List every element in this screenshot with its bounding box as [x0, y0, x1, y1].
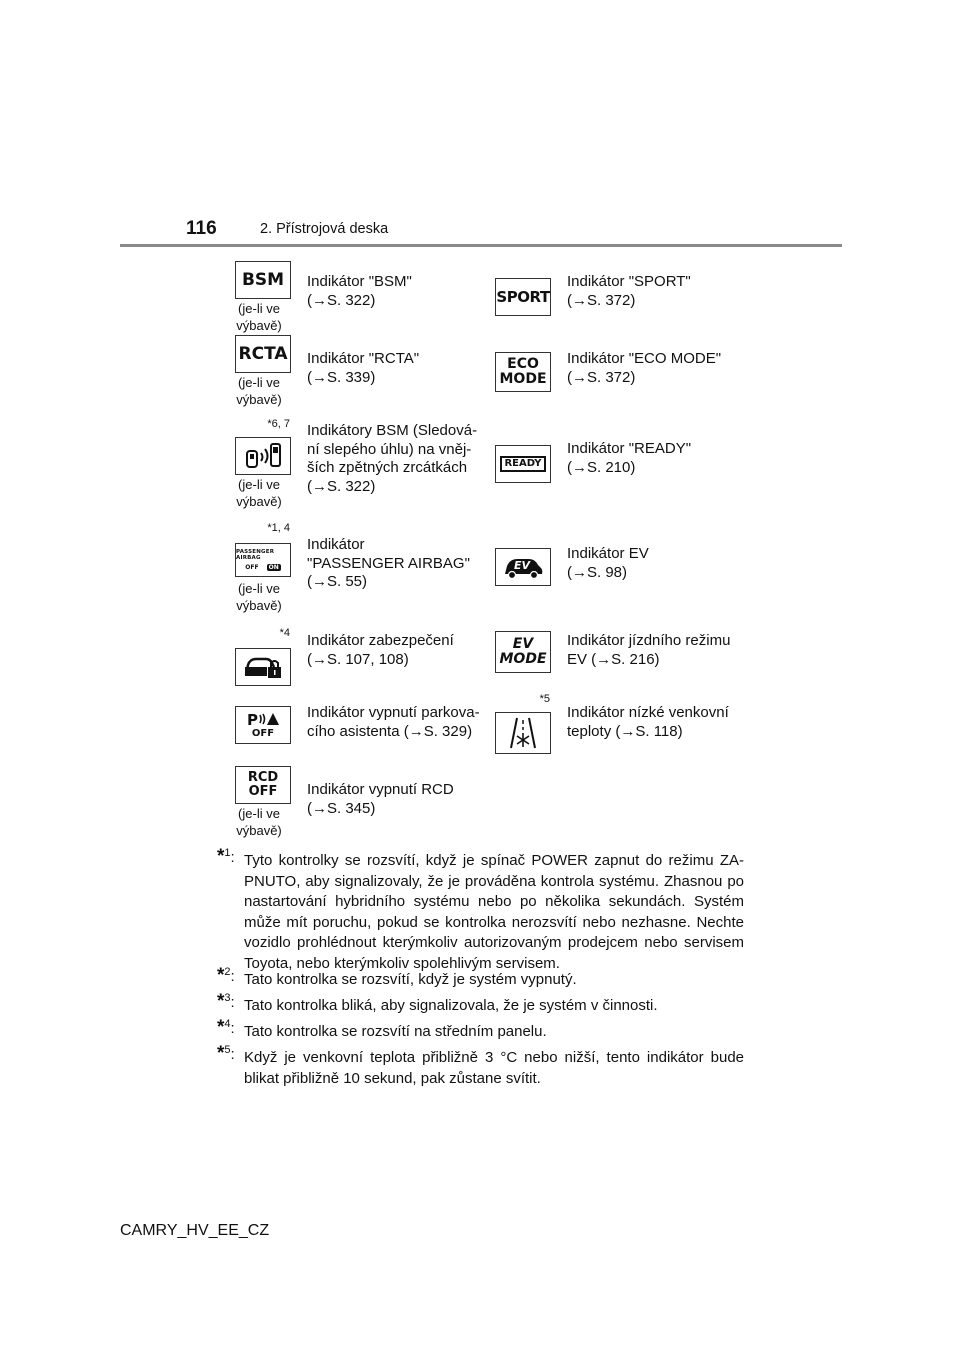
eco-mode-label: ECO MODE: [499, 356, 547, 387]
footnote-5-marker: *$^5$:: [217, 1043, 235, 1064]
availability-note: (je-li ve výbavě): [236, 375, 282, 407]
indicator-description: Indikátor jízdního režimu EV (→S. 216): [567, 632, 731, 668]
indicator-description: Indikátor "READY" (→S. 210): [567, 440, 692, 476]
footnote-5-number: 5: [224, 1044, 231, 1056]
bsm-mirror-graphic: [241, 441, 285, 471]
availability-note: (je-li ve výbavě): [236, 581, 282, 613]
sport-icon: [495, 278, 551, 316]
bsm-icon-label: BSM: [241, 270, 285, 290]
rcta-icon-label: RCTA: [238, 344, 288, 364]
ev-mode-icon: [495, 631, 551, 673]
low-temperature-icon: [495, 712, 551, 754]
document-code: CAMRY_HV_EE_CZ: [120, 1222, 270, 1239]
section-title: 2. Přístrojová deska: [260, 221, 389, 237]
availability-note: (je-li ve výbavě): [236, 806, 282, 838]
ready-label: READY: [500, 456, 545, 472]
rcd-off-icon: [235, 766, 291, 804]
passenger-airbag-label: PASSENGER AIRBAG: [236, 549, 275, 561]
parking-assist-off-icon: [235, 706, 291, 744]
footnote-3-number: 3: [224, 992, 231, 1004]
footnote-marker: *6, 7: [267, 418, 290, 430]
footnote-2-marker: *$^2$:: [217, 965, 235, 986]
footnote-2-number: 2: [224, 966, 231, 978]
footnote-marker: *1, 4: [267, 522, 290, 534]
indicator-description: Indikátor "BSM" (→S. 322): [307, 273, 412, 309]
security-lock-icon: [235, 648, 291, 686]
airbag-status-row: [245, 564, 280, 571]
eco-mode-icon: [495, 352, 551, 392]
low-temperature-graphic: [503, 716, 543, 750]
footnote-3-marker: *$^3$:: [217, 991, 235, 1012]
page-number: 116: [186, 218, 217, 239]
footnote-4-text: Tato kontrolka se rozsvítí na středním panelu.: [244, 1023, 547, 1040]
ev-mode-label: EV MODE: [499, 636, 547, 667]
indicator-description: Indikátor "SPORT" (→S. 372): [567, 273, 691, 309]
passenger-airbag-icon: [235, 543, 291, 577]
indicator-description: Indikátor vypnutí parkova- cího asistenta (→S. 329): [307, 704, 480, 740]
footnote-1-text: Tyto kontrolky se rozsvítí, když je spínač POWER zapnut do režimu ZA-PNUTO, aby signalizovaly, že je prováděna kontrola systému. Zhasnou po nastartování hybridního systému nebo po několika sekundách. Systém může mít poruchu, pokud se kontrolka nerozsvítí nebo nezhasne. Nechte vozidlo prohlédnout kterýmkoliv autorizovaným prodejcem nebo servisem Toyota, nebo kterýmkoliv spolehlivým servisem.: [244, 852, 744, 972]
footnote-3-text: Tato kontrolka bliká, aby signalizovala, že je systém v činnosti.: [244, 997, 658, 1014]
indicator-description: Indikátory BSM (Sledová- ní slepého úhlu) na vněj- ších zpětných zrcátkách (→S. 322): [307, 422, 478, 495]
availability-note: (je-li ve výbavě): [236, 477, 282, 509]
security-lock-graphic: [242, 653, 284, 681]
footnote-marker: *4: [279, 627, 290, 639]
ready-icon: [495, 445, 551, 483]
indicator-description: Indikátor "RCTA" (→S. 339): [307, 350, 420, 386]
indicator-description: Indikátor zabezpečení (→S. 107, 108): [307, 632, 454, 668]
ev-icon: [495, 548, 551, 586]
rcta-icon: [235, 335, 291, 373]
sport-icon-label: SPORT: [496, 288, 550, 306]
indicator-description: Indikátor nízké venkovní teploty (→S. 118): [567, 704, 729, 740]
indicator-description: Indikátor "PASSENGER AIRBAG" (→S. 55): [307, 536, 470, 590]
indicator-description: Indikátor vypnutí RCD (→S. 345): [307, 781, 454, 817]
footnote-5-text: Když je venkovní teplota přibližně 3 °C nebo nižší, tento indikátor bude blikat přibližně 10 sekund, pak zůstane svítit.: [244, 1049, 744, 1087]
availability-note: (je-li ve výbavě): [236, 301, 282, 333]
ev-label: EV: [514, 559, 531, 572]
svg-text:P: P: [247, 711, 258, 727]
footnote-4-marker: *$^4$:: [217, 1017, 235, 1038]
bsm-mirror-icon: [235, 437, 291, 475]
footnote-4-number: 4: [224, 1018, 231, 1030]
footnote-1-marker: *$^1$:: [217, 846, 235, 867]
bsm-icon: [235, 261, 291, 299]
footnote-2-text: Tato kontrolka se rozsvítí, když je systém vypnutý.: [244, 971, 577, 988]
rcd-off-label: RCD OFF: [247, 770, 279, 799]
parking-assist-graphic: [245, 711, 281, 727]
parking-off-label: OFF: [251, 728, 275, 739]
footnote-marker: *5: [539, 693, 550, 705]
airbag-on-label: ON: [268, 564, 279, 571]
header-rule: [120, 244, 842, 247]
indicator-description: Indikátor EV (→S. 98): [567, 545, 649, 581]
footnote-1-number: 1: [224, 847, 231, 859]
indicator-description: Indikátor "ECO MODE" (→S. 372): [567, 350, 722, 386]
airbag-off-label: OFF: [245, 564, 259, 571]
